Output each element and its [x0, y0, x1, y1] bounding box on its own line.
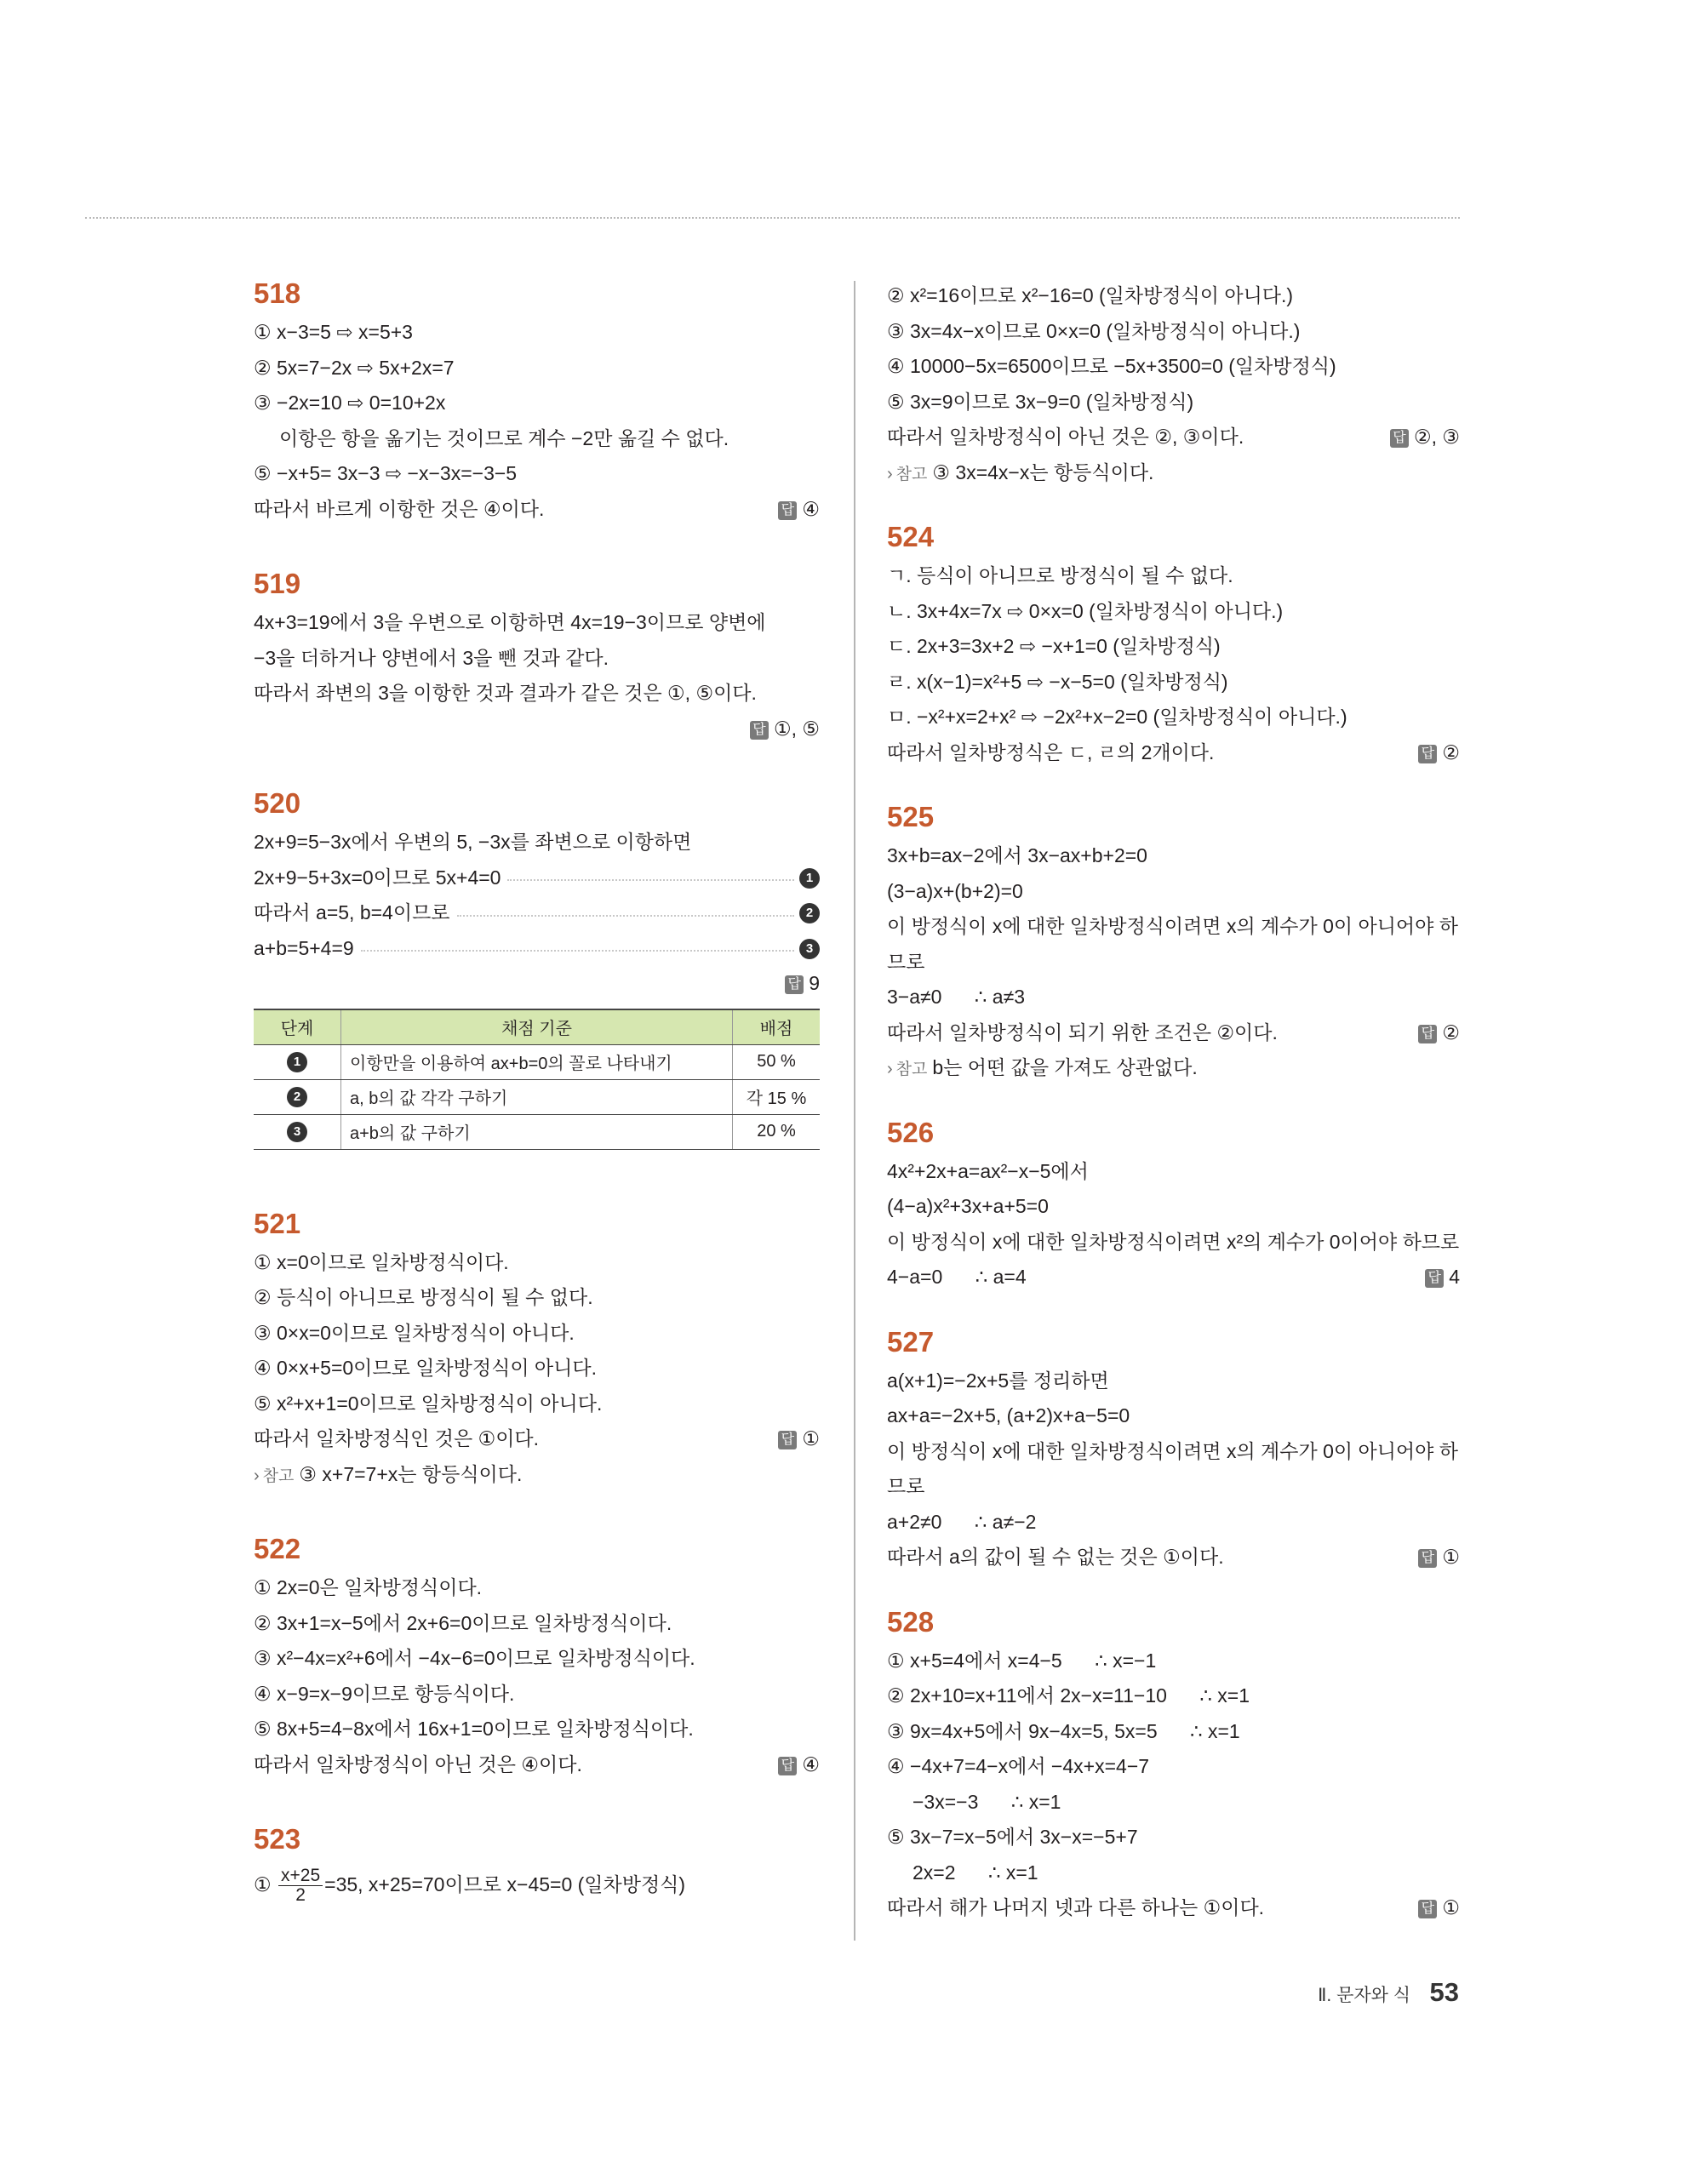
solution-line: ④ 0×x+5=0이므로 일차방정식이 아니다.	[254, 1357, 597, 1379]
problem-519	[254, 563, 820, 746]
note-label: 참고	[262, 1466, 295, 1485]
solution-line: a(x+1)=−2x+5를 정리하면	[887, 1369, 1109, 1392]
conclusion-line	[887, 420, 1460, 455]
solution-line: ⑤ −x+5= 3x−3 ⇨ −x−3x=−3−5	[254, 462, 518, 484]
problem-number: 523	[254, 1823, 301, 1855]
solution-line: −3을 더하거나 양변에서 3을 뺀 것과 같다.	[254, 646, 609, 669]
answer-value: 4	[1449, 1266, 1460, 1288]
solution-line: ax+a=−2x+5, (a+2)x+a−5=0	[887, 1404, 1130, 1426]
problem-520	[254, 782, 820, 1150]
solution-line: 므로	[887, 1475, 925, 1497]
answer-value: ①	[802, 1427, 820, 1449]
problem-523	[254, 1818, 820, 1908]
solution-line: ㄷ. 2x+3=3x+2 ⇨ −x+1=0 (일차방정식)	[887, 635, 1221, 657]
step-text: 따라서 a=5, b=4이므로	[254, 895, 457, 931]
solution-line: 3−a≠0 ∴ a≠3	[887, 986, 1025, 1008]
solution-line: ③ 3x=4x−x이므로 0×x=0 (일차방정식이 아니다.)	[887, 319, 1301, 342]
conclusion-text: 따라서 일차방정식이 아닌 것은 ④이다.	[254, 1752, 582, 1775]
problem-518	[254, 272, 820, 527]
problem-number: 528	[887, 1605, 935, 1638]
problem-528	[887, 1601, 1460, 1926]
solution-line: ③ 9x=4x+5에서 9x−4x=5, 5x=5 ∴ x=1	[887, 1719, 1240, 1742]
answer-value: ①	[1442, 1546, 1460, 1568]
problem-522	[254, 1528, 820, 1782]
answer-value: ④	[802, 497, 820, 520]
answer	[1425, 1260, 1460, 1295]
answer	[778, 1421, 820, 1457]
conclusion-text: 따라서 일차방정식은 ㄷ, ㄹ의 2개이다.	[887, 740, 1215, 763]
problem-number: 525	[887, 801, 935, 832]
answer	[254, 966, 820, 1002]
page-number: 53	[1429, 1977, 1459, 2007]
fraction-denominator: 2	[295, 1885, 306, 1906]
solution-line: 4x²+2x+a=ax²−x−5에서	[887, 1159, 1089, 1182]
step-marker: 1	[287, 1052, 307, 1072]
solution-line: ② x²=16이므로 x²−16=0 (일차방정식이 아니다.)	[887, 284, 1294, 306]
top-dotted-rule	[85, 217, 1460, 219]
scoring-table	[254, 1009, 820, 1150]
answer	[778, 492, 820, 528]
note-label: 참고	[895, 1061, 928, 1078]
note-line	[887, 1050, 1460, 1086]
section-title: Ⅱ. 문자와 식	[1318, 1986, 1411, 2005]
solution-line: ⑤ 8x+5=4−8x에서 16x+1=0이므로 일차방정식이다.	[254, 1718, 694, 1740]
solution-line: (3−a)x+(b+2)=0	[887, 879, 1023, 902]
table-header-row	[254, 1009, 820, 1045]
answer-value: ②	[1442, 1021, 1460, 1043]
conclusion-line	[254, 1421, 820, 1457]
score-cell: 각 15 %	[733, 1079, 821, 1114]
note-line	[887, 455, 1460, 491]
conclusion-text: 따라서 일차방정식인 것은 ①이다.	[254, 1427, 540, 1449]
answer-value: ④	[802, 1752, 820, 1775]
table-header: 채점 기준	[341, 1009, 733, 1045]
conclusion-text: 따라서 바르게 이항한 것은 ④이다.	[254, 497, 545, 520]
answer-value: ②	[1442, 740, 1460, 763]
conclusion-line	[887, 1540, 1460, 1575]
problem-521	[254, 1203, 820, 1493]
solution-line: ② 3x+1=x−5에서 2x+6=0이므로 일차방정식이다.	[254, 1611, 672, 1634]
solution-line: ① x+5=4에서 x=4−5 ∴ x=−1	[887, 1649, 1157, 1672]
answer-value: ①, ⑤	[773, 717, 820, 740]
answer-value: ②, ③	[1413, 426, 1460, 448]
problem-number: 520	[254, 787, 301, 819]
solution-line: ④ −4x+7=4−x에서 −4x+x=4−7	[887, 1755, 1150, 1777]
step-text: 2x+9−5+3x=0이므로 5x+4=0	[254, 860, 507, 896]
solution-line: 이 방정식이 x에 대한 일차방정식이려면 x의 계수가 0이 아니어야 하	[887, 1439, 1458, 1462]
solution-line: a+2≠0 ∴ a≠−2	[887, 1510, 1037, 1533]
answer	[1418, 1540, 1460, 1575]
fraction	[278, 1867, 323, 1905]
chevron-right-icon: ›	[887, 464, 893, 483]
right-column	[887, 278, 1460, 1926]
table-row	[254, 1114, 820, 1149]
step-line	[254, 895, 820, 931]
step-line	[254, 860, 820, 896]
solution-line: 므로	[887, 950, 925, 973]
solution-line: ③ −2x=10 ⇨ 0=10+2x	[254, 392, 446, 414]
conclusion-text: 4−a=0 ∴ a=4	[887, 1266, 1027, 1288]
score-cell: 20 %	[733, 1114, 821, 1149]
answer-badge-icon: 답	[750, 721, 769, 740]
solution-line: ㄹ. x(x−1)=x²+5 ⇨ −x−5=0 (일차방정식)	[887, 670, 1228, 693]
step-marker: 2	[799, 903, 820, 923]
note-text: ③ 3x=4x−x는 항등식이다.	[932, 460, 1154, 483]
answer-badge-icon: 답	[778, 1431, 797, 1449]
answer-badge-icon: 답	[785, 975, 804, 994]
problem-525	[887, 796, 1460, 1086]
solution-line: ㄴ. 3x+4x=7x ⇨ 0×x=0 (일차방정식이 아니다.)	[887, 599, 1284, 622]
solution-line: 4x+3=19에서 3을 우변으로 이항하면 4x=19−3이므로 양변에	[254, 611, 766, 633]
problem-527	[887, 1321, 1460, 1575]
answer	[778, 1747, 820, 1783]
solution-line: ① 2x=0은 일차방정식이다.	[254, 1576, 483, 1598]
problem-524	[887, 516, 1460, 770]
solution-line: ㄱ. 등식이 아니므로 방정식이 될 수 없다.	[887, 564, 1233, 586]
problem-number: 522	[254, 1533, 301, 1564]
table-row	[254, 1044, 820, 1079]
answer	[1418, 1890, 1460, 1926]
solution-line: 이 방정식이 x에 대한 일차방정식이려면 x²의 계수가 0이어야 하므로	[887, 1230, 1460, 1253]
step-cell	[254, 1079, 341, 1114]
answer	[1418, 1015, 1460, 1051]
step-marker: 3	[287, 1122, 307, 1142]
solution-line: ④ 10000−5x=6500이므로 −5x+3500=0 (일차방정식)	[887, 355, 1336, 377]
answer-badge-icon: 답	[778, 1757, 797, 1775]
step-text: a+b=5+4=9	[254, 931, 361, 967]
criterion-cell: 이항만을 이용하여 ax+b=0의 꼴로 나타내기	[341, 1044, 733, 1079]
solution-line: ③ x²−4x=x²+6에서 −4x−6=0이므로 일차방정식이다.	[254, 1647, 695, 1669]
step-marker: 2	[287, 1087, 307, 1107]
conclusion-line	[254, 492, 820, 528]
answer	[1418, 735, 1460, 771]
conclusion-line	[254, 1747, 820, 1783]
fraction-numerator: x+25	[278, 1867, 323, 1886]
problem-number: 524	[887, 521, 935, 552]
score-cell: 50 %	[733, 1044, 821, 1079]
conclusion-text: 따라서 일차방정식이 되기 위한 조건은 ②이다.	[887, 1021, 1278, 1043]
conclusion-text: 따라서 일차방정식이 아닌 것은 ②, ③이다.	[887, 426, 1244, 448]
problem-number: 518	[254, 277, 301, 309]
solution-line: ③ 0×x=0이므로 일차방정식이 아니다.	[254, 1321, 575, 1344]
note-text: b는 어떤 값을 가져도 상관없다.	[932, 1056, 1198, 1078]
conclusion-line	[887, 1890, 1460, 1926]
left-column	[254, 272, 820, 1908]
problem-number: 521	[254, 1207, 301, 1239]
step-marker: 1	[799, 868, 820, 889]
chevron-right-icon: ›	[254, 1466, 260, 1485]
step-marker: 3	[799, 939, 820, 959]
answer-badge-icon: 답	[1418, 1900, 1437, 1918]
solution-line: 이항은 항을 옮기는 것이므로 계수 −2만 옮길 수 없다.	[279, 426, 729, 449]
note-text: ③ x+7=7+x는 항등식이다.	[299, 1462, 523, 1485]
solution-line: ② 5x=7−2x ⇨ 5x+2x=7	[254, 356, 455, 379]
solution-line: 이 방정식이 x에 대한 일차방정식이려면 x의 계수가 0이 아니어야 하	[887, 915, 1458, 937]
answer-badge-icon: 답	[1425, 1269, 1444, 1288]
problem-523-continued	[887, 278, 1460, 490]
table-row	[254, 1079, 820, 1114]
solution-line: 3x+b=ax−2에서 3x−ax+b+2=0	[887, 844, 1147, 866]
page-footer	[1318, 1977, 1459, 2008]
table-header: 단계	[254, 1009, 341, 1045]
solution-line: ⑤ 3x−7=x−5에서 3x−x=−5+7	[887, 1826, 1138, 1848]
item-marker: ①	[254, 1873, 272, 1895]
note-label: 참고	[895, 465, 928, 483]
column-divider	[854, 281, 855, 1941]
step-cell	[254, 1114, 341, 1149]
problem-526	[887, 1112, 1460, 1295]
answer-value: 9	[809, 972, 820, 994]
criterion-cell: a+b의 값 구하기	[341, 1114, 733, 1149]
answer-value: ①	[1442, 1896, 1460, 1918]
solution-line: ② 등식이 아니므로 방정식이 될 수 없다.	[254, 1286, 593, 1308]
conclusion-text: 따라서 해가 나머지 넷과 다른 하나는 ①이다.	[887, 1896, 1265, 1918]
solution-text: =35, x+25=70이므로 x−45=0 (일차방정식)	[324, 1873, 686, 1895]
chevron-right-icon: ›	[887, 1060, 893, 1078]
problem-number: 519	[254, 568, 301, 599]
answer	[254, 712, 820, 747]
solution-line: ㅁ. −x²+x=2+x² ⇨ −2x²+x−2=0 (일차방정식이 아니다.)	[887, 706, 1347, 728]
solution-line: 2x=2 ∴ x=1	[913, 1861, 1038, 1884]
solution-line: ② 2x+10=x+11에서 2x−x=11−10 ∴ x=1	[887, 1684, 1250, 1707]
answer-badge-icon: 답	[1418, 1025, 1437, 1043]
conclusion-line	[887, 735, 1460, 771]
solution-line: 따라서 좌변의 3을 이항한 것과 결과가 같은 것은 ①, ⑤이다.	[254, 682, 757, 704]
solution-line: ① x=0이므로 일차방정식이다.	[254, 1250, 509, 1273]
problem-number: 526	[887, 1116, 935, 1148]
solution-line: ⑤ x²+x+1=0이므로 일차방정식이 아니다.	[254, 1392, 603, 1415]
solution-line: ⑤ 3x=9이므로 3x−9=0 (일차방정식)	[887, 390, 1194, 413]
answer-badge-icon: 답	[778, 501, 797, 520]
step-line	[254, 931, 820, 967]
conclusion-text: 따라서 a의 값이 될 수 없는 것은 ①이다.	[887, 1546, 1224, 1568]
solution-line	[254, 1861, 820, 1908]
conclusion-line	[887, 1260, 1460, 1295]
solution-line: −3x=−3 ∴ x=1	[913, 1790, 1061, 1813]
table-header: 배점	[733, 1009, 821, 1045]
solution-line: ④ x−9=x−9이므로 항등식이다.	[254, 1682, 515, 1705]
solution-line: (4−a)x²+3x+a+5=0	[887, 1195, 1049, 1217]
answer-badge-icon: 답	[1390, 429, 1409, 448]
solution-line: ① x−3=5 ⇨ x=5+3	[254, 321, 413, 343]
criterion-cell: a, b의 값 각각 구하기	[341, 1079, 733, 1114]
conclusion-line	[887, 1015, 1460, 1051]
solution-line: 2x+9=5−3x에서 우변의 5, −3x를 좌변으로 이항하면	[254, 831, 692, 853]
answer-badge-icon: 답	[1418, 745, 1437, 763]
answer	[1390, 420, 1460, 455]
answer-badge-icon: 답	[1418, 1549, 1437, 1568]
note-line	[254, 1457, 820, 1493]
step-cell	[254, 1044, 341, 1079]
problem-number: 527	[887, 1325, 935, 1358]
